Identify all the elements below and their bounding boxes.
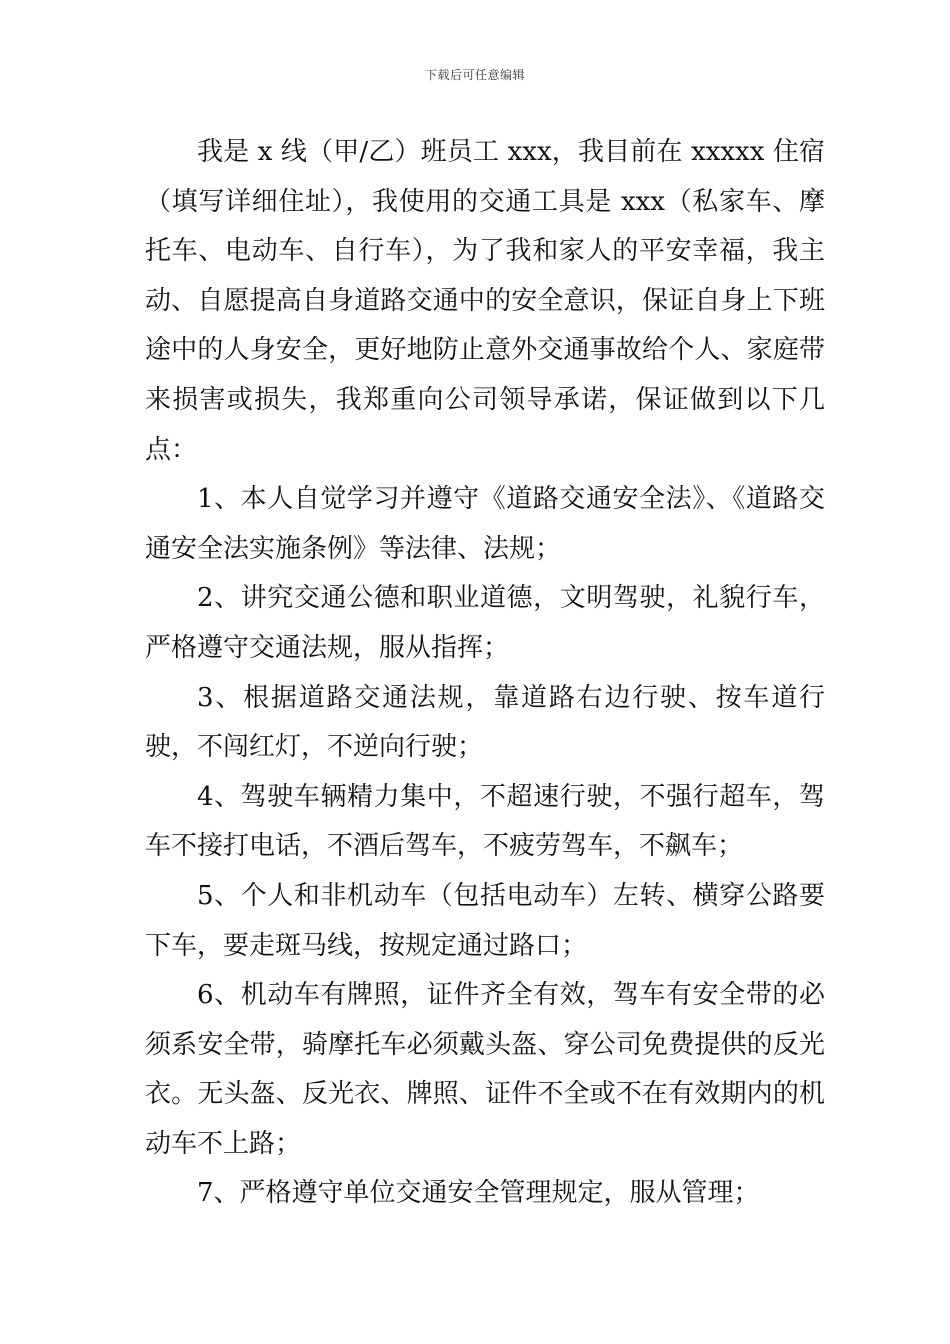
pledge-item-3: 3、根据道路交通法规，靠道路右边行驶、按车道行驶，不闯红灯，不逆向行驶； bbox=[145, 682, 825, 763]
pledge-item-6: 6、机动车有牌照，证件齐全有效，驾车有安全带的必须系安全带，骑摩托车必须戴头盔、穿公司免费提供的反光衣。无头盔、反光衣、牌照、证件不全或不在有效期内的机动车不上路； bbox=[145, 980, 825, 1159]
pledge-item-1: 1、本人自觉学习并遵守《道路交通安全法》、《道路交通安全法实施条例》等法律、法规； bbox=[145, 484, 825, 564]
intro-paragraph: 我是 x 线（甲/乙）班员工 xxx，我目前在 xxxxx 住宿（填写详细住址），我使用的交通工具是 xxx（私家车、摩托车、电动车、自行车），为了我和家人的平安幸福，我主动、自愿提高自身道路交通中的安全意识，保证自身上下班途中的人身安全，更好地防止意外交通事故给个人、家庭带来损害或损失，我郑重向公司领导承诺，保证做到以下几点： bbox=[145, 137, 825, 465]
pledge-item-7: 7、严格遵守单位交通安全管理规定，服从管理； bbox=[197, 1178, 760, 1209]
pledge-item-5: 5、个人和非机动车（包括电动车）左转、横穿公路要下车，要走斑马线，按规定通过路口； bbox=[145, 880, 825, 961]
pledge-item-2: 2、讲究交通公德和职业道德，文明驾驶，礼貌行车，严格遵守交通法规，服从指挥； bbox=[145, 583, 825, 663]
document-body bbox=[145, 128, 825, 1219]
page-header: 下载后可任意编辑 bbox=[424, 68, 525, 82]
pledge-item-4: 4、驾驶车辆精力集中，不超速行驶，不强行超车，驾车不接打电话，不酒后驾车，不疲劳驾车，不飙车； bbox=[145, 781, 825, 862]
